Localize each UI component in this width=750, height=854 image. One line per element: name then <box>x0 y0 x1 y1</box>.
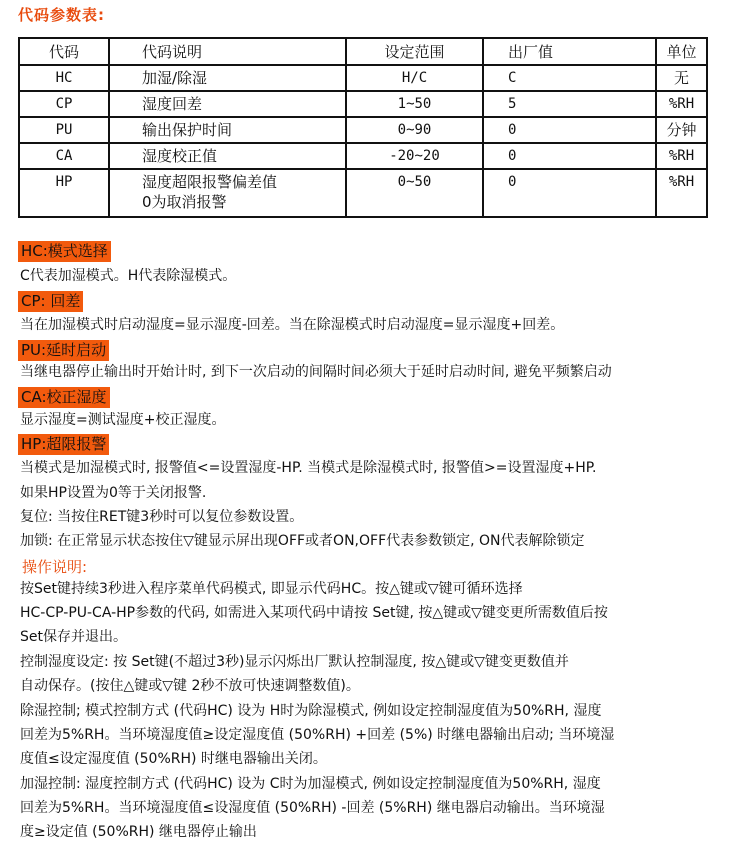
cell-code: CP <box>19 91 109 117</box>
cell-description-line1: 湿度超限报警偏差值 <box>142 173 278 191</box>
operation-line: 按Set键持续3秒进入程序菜单代码模式, 即显示代码HC。按△键或▽键可循环选择 <box>20 581 523 597</box>
operation-line: 控制湿度设定: 按 Set键(不超过3秒)显示闪烁出厂默认控制湿度, 按△键或▽键变更数值并 <box>20 654 569 670</box>
cell-unit: %RH <box>656 91 707 117</box>
cell-code: PU <box>19 117 109 143</box>
header-default: 出厂值 <box>483 38 656 65</box>
hc-section-text: C代表加湿模式。H代表除湿模式。 <box>20 268 237 284</box>
ca-section-header: CA:校正湿度 <box>18 387 110 408</box>
cell-unit: 无 <box>656 65 707 91</box>
table-row <box>19 117 707 143</box>
cell-description: 湿度校正值 <box>109 143 346 169</box>
cell-unit: %RH <box>656 143 707 169</box>
parameter-table <box>18 37 708 218</box>
table-header-row <box>19 38 707 65</box>
reset-text: 复位: 当按住RET键3秒时可以复位参数设置。 <box>20 509 304 525</box>
pu-section-header: PU:延时启动 <box>18 340 109 361</box>
cell-unit: 分钟 <box>656 117 707 143</box>
cell-description: 加湿/除湿 <box>109 65 346 91</box>
cell-range: -20~20 <box>346 143 483 169</box>
cp-section-header: CP: 回差 <box>18 291 83 312</box>
cell-code: HC <box>19 65 109 91</box>
header-range: 设定范围 <box>346 38 483 65</box>
cell-default: 5 <box>483 91 656 117</box>
cell-unit: %RH <box>656 169 707 217</box>
table-row <box>19 143 707 169</box>
operation-line: Set保存并退出。 <box>20 629 127 645</box>
operation-line: 回差为5%RH。当环境湿度值≤设湿度值 (50%RH) -回差 (5%RH) 继电器启动输出。当环境湿 <box>20 800 605 816</box>
cell-code: CA <box>19 143 109 169</box>
cell-description <box>109 169 346 217</box>
operation-line: 除湿控制; 模式控制方式 (代码HC) 设为 H时为除湿模式, 例如设定控制湿度值为50%RH, 湿度 <box>20 703 602 719</box>
hp-section-text-1: 当模式是加湿模式时, 报警值<=设置湿度-HP. 当模式是除湿模式时, 报警值>=设置湿度+HP. <box>20 460 597 476</box>
operation-line: HC-CP-PU-CA-HP参数的代码, 如需进入某项代码中请按 Set键, 按△键或▽键变更所需数值后按 <box>20 605 608 621</box>
cell-description-line2: 0为取消报警 <box>142 193 227 211</box>
cp-section-text: 当在加湿模式时启动湿度=显示湿度-回差。当在除湿模式时启动湿度=显示湿度+回差。 <box>20 317 565 333</box>
cell-range: 0~90 <box>346 117 483 143</box>
cell-range: 0~50 <box>346 169 483 217</box>
hc-section-header: HC:模式选择 <box>18 241 111 262</box>
header-description: 代码说明 <box>109 38 346 65</box>
operation-header: 操作说明: <box>22 558 88 576</box>
table-row <box>19 169 707 217</box>
cell-default: 0 <box>483 117 656 143</box>
header-code: 代码 <box>19 38 109 65</box>
cell-default: 0 <box>483 143 656 169</box>
lock-text: 加锁: 在正常显示状态按住▽键显示屏出现OFF或者ON,OFF代表参数锁定, ON代表解除锁定 <box>20 533 585 549</box>
cell-default: C <box>483 65 656 91</box>
operation-line: 加湿控制: 湿度控制方式 (代码HC) 设为 C时为加湿模式, 例如设定控制湿度值为50%RH, 湿度 <box>20 776 601 792</box>
cell-default: 0 <box>483 169 656 217</box>
ca-section-text: 显示湿度=测试湿度+校正湿度。 <box>20 412 226 428</box>
operation-line: 度≥设定值 (50%RH) 继电器停止输出 <box>20 824 257 840</box>
pu-section-text: 当继电器停止输出时开始计时, 到下一次启动的间隔时间必须大于延时启动时间, 避免平频繁启动 <box>20 364 612 380</box>
cell-range: 1~50 <box>346 91 483 117</box>
cell-description: 输出保护时间 <box>109 117 346 143</box>
cell-range: H/C <box>346 65 483 91</box>
header-unit: 单位 <box>656 38 707 65</box>
hp-section-text-2: 如果HP设置为0等于关闭报警. <box>20 485 207 501</box>
operation-line: 回差为5%RH。当环境湿度值≥设定湿度值 (50%RH) +回差 (5%) 时继电器输出启动; 当环境湿 <box>20 727 615 743</box>
cell-description: 湿度回差 <box>109 91 346 117</box>
table-row <box>19 65 707 91</box>
operation-line: 自动保存。(按住△键或▽键 2秒不放可快速调整数值)。 <box>20 678 360 694</box>
hp-section-header: HP:超限报警 <box>18 434 109 455</box>
cell-code: HP <box>19 169 109 217</box>
table-row <box>19 91 707 117</box>
page-title: 代码参数表: <box>18 6 105 24</box>
operation-line: 度值≤设定湿度值 (50%RH) 时继电器输出关闭。 <box>20 751 327 767</box>
